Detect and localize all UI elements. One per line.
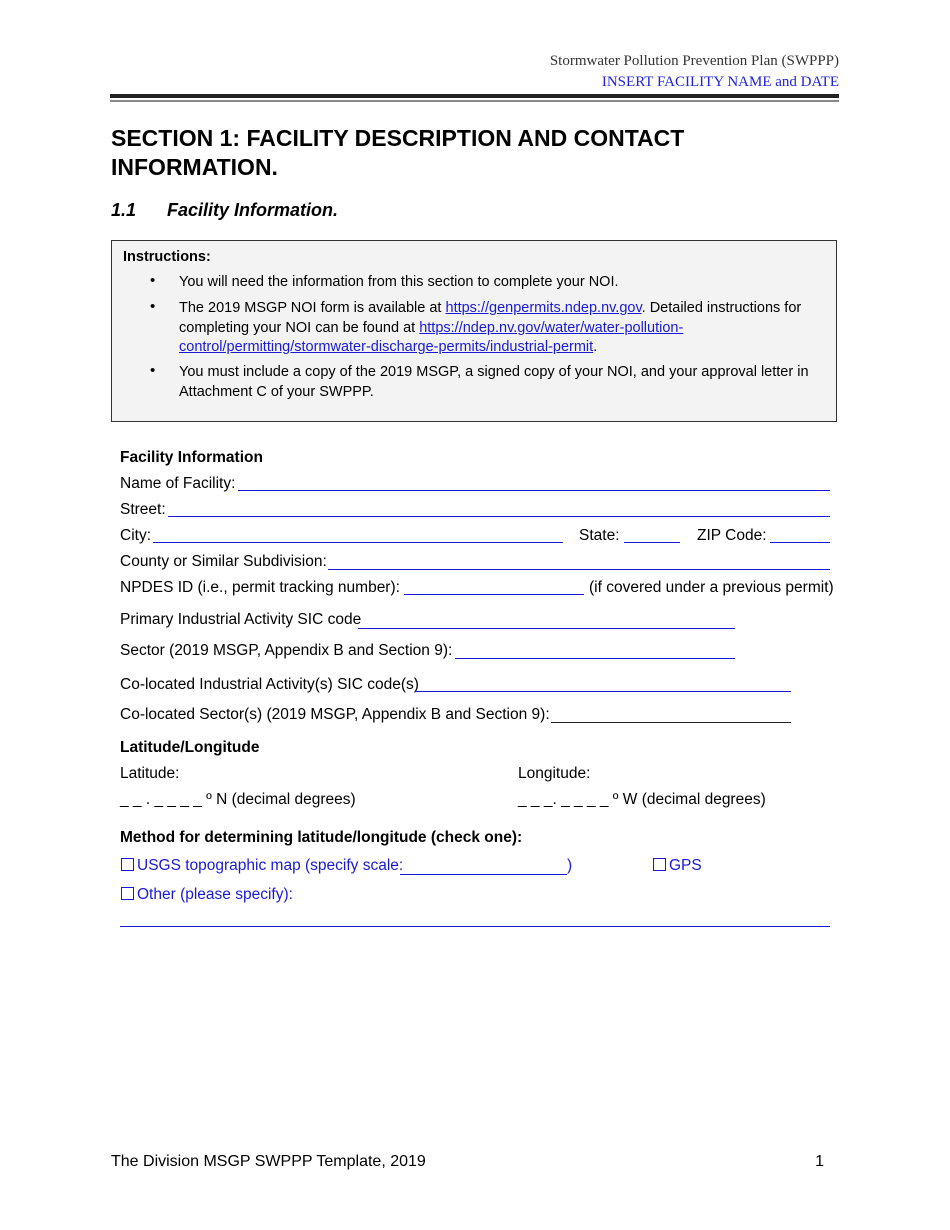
colocated-sector-label: Co-located Sector(s) (2019 MSGP, Appendix B and Section 9):	[120, 706, 550, 723]
instruction-item-3: You must include a copy of the 2019 MSGP, a signed copy of your NOI, and your approval letter in Attachment C of your SWPPP.	[179, 364, 809, 400]
footer-template-name: The Division MSGP SWPPP Template, 2019	[111, 1153, 426, 1170]
usgs-option[interactable]	[121, 857, 403, 875]
bullet-marker: •	[150, 298, 156, 315]
other-checkbox[interactable]	[121, 887, 134, 900]
sector-label: Sector (2019 MSGP, Appendix B and Section 9):	[120, 642, 453, 659]
colocated-sic-label: Co-located Industrial Activity(s) SIC code(s)	[120, 676, 419, 693]
state-field[interactable]	[624, 542, 680, 543]
usgs-close-paren: )	[567, 857, 573, 874]
npdes-id-field[interactable]	[404, 594, 584, 595]
county-field[interactable]	[328, 569, 830, 570]
section-title: SECTION 1: FACILITY DESCRIPTION AND CONTACT INFORMATION.	[111, 125, 685, 180]
method-heading: Method for determining latitude/longitude (check one):	[120, 829, 523, 846]
header-rule-secondary	[110, 100, 839, 102]
primary-sic-field[interactable]	[358, 628, 735, 629]
instruction-text: The 2019 MSGP NOI form is available at	[179, 300, 446, 316]
zip-code-label: ZIP Code:	[697, 527, 767, 544]
noi-instructions-link[interactable]: https://ndep.nv.gov/water/water-pollution-control/permitting/stormwater-discharge-permits/industrial-permit	[179, 319, 684, 355]
sector-field[interactable]	[455, 658, 735, 659]
latitude-field[interactable]: _ _ . _ _ _ _ º N (decimal degrees)	[120, 791, 356, 808]
header-document-title: Stormwater Pollution Prevention Plan (SWPPP)	[549, 53, 839, 69]
lat-long-heading: Latitude/Longitude	[120, 739, 260, 756]
usgs-checkbox[interactable]	[121, 858, 134, 871]
instruction-item-1: You will need the information from this section to complete your NOI.	[179, 274, 619, 290]
zip-code-field[interactable]	[770, 542, 830, 543]
street-field[interactable]	[168, 516, 830, 517]
facility-info-heading: Facility Information	[120, 449, 263, 466]
header-rule	[110, 94, 839, 98]
latitude-label: Latitude:	[120, 765, 180, 782]
longitude-field[interactable]: _ _ _. _ _ _ _ º W (decimal degrees)	[518, 791, 766, 808]
bullet-marker: •	[150, 272, 156, 289]
colocated-sector-field[interactable]	[551, 722, 791, 723]
instruction-text: . Detailed instructions for completing your NOI can be found at	[179, 300, 802, 336]
street-label: Street:	[120, 501, 166, 518]
state-label: State:	[579, 527, 620, 544]
header-facility-placeholder: INSERT FACILITY NAME and DATE	[601, 74, 839, 90]
colocated-sic-field[interactable]	[416, 691, 791, 692]
other-option[interactable]	[121, 886, 293, 904]
noi-form-link[interactable]: https://genpermits.ndep.nv.gov	[445, 300, 642, 316]
primary-sic-label: Primary Industrial Activity SIC code	[120, 611, 362, 628]
gps-option[interactable]	[653, 857, 702, 875]
other-label: Other (please specify):	[137, 886, 293, 903]
facility-name-label: Name of Facility:	[120, 475, 236, 492]
city-label: City:	[120, 527, 151, 544]
facility-name-field[interactable]	[238, 490, 830, 491]
subsection-title: Facility Information.	[167, 200, 339, 220]
gps-checkbox[interactable]	[653, 858, 666, 871]
gps-label: GPS	[669, 857, 702, 874]
npdes-id-note: (if covered under a previous permit)	[589, 579, 834, 596]
county-label: County or Similar Subdivision:	[120, 553, 327, 570]
usgs-scale-field[interactable]	[400, 874, 567, 875]
instruction-text: .	[593, 339, 598, 355]
footer-page-number: 1	[815, 1153, 824, 1170]
usgs-label: USGS topographic map (specify scale:	[137, 857, 404, 874]
subsection-number: 1.1	[111, 200, 137, 220]
instructions-heading: Instructions:	[123, 249, 211, 265]
npdes-id-label: NPDES ID (i.e., permit tracking number):	[120, 579, 400, 596]
longitude-label: Longitude:	[518, 765, 591, 782]
instruction-item-2	[179, 299, 819, 358]
other-specify-field[interactable]	[120, 926, 830, 927]
bullet-marker: •	[150, 362, 156, 379]
city-field[interactable]	[153, 542, 563, 543]
